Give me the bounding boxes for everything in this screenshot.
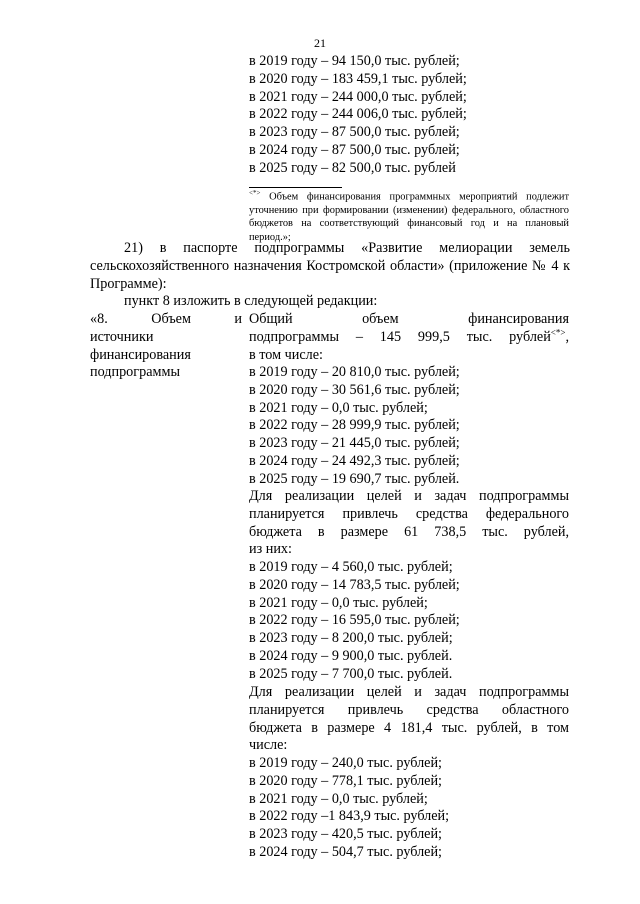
federal-by-year-list	[249, 559, 460, 684]
total-by-year-list	[249, 364, 460, 489]
list-item: в 2022 году – 28 999,9 тыс. рублей;	[249, 417, 460, 434]
page-number: 21	[314, 36, 326, 50]
list-item: в 2020 году – 183 459,1 тыс. рублей;	[249, 70, 467, 87]
list-item: в 2020 году – 14 783,5 тыс. рублей;	[249, 576, 460, 593]
list-item: в 2024 году – 24 492,3 тыс. рублей;	[249, 452, 460, 469]
text-line: планируется привлечь средства областного	[249, 701, 569, 718]
text-line: в том числе:	[249, 346, 323, 363]
label-line: «8. Объем и	[90, 311, 242, 327]
list-item: в 2019 году – 20 810,0 тыс. рублей;	[249, 364, 460, 380]
list-item: в 2021 году – 244 000,0 тыс. рублей;	[249, 88, 467, 105]
funding-by-year-list	[249, 53, 467, 178]
item-21-paragraph: 21) в паспорте подпрограммы «Развитие мелиорации земель сельскохозяйственного назначения Костромской области» (приложение № 4 к Программе):	[90, 240, 570, 292]
text-line: числе:	[249, 737, 288, 754]
label-line: финансирования	[90, 346, 191, 363]
text-line: планируется привлечь средства федерального	[249, 505, 569, 522]
text-line: бюджета в размере 61 738,5 тыс. рублей,	[249, 523, 569, 540]
footnote	[249, 187, 569, 244]
list-item: в 2020 году – 30 561,6 тыс. рублей;	[249, 381, 460, 398]
section-label	[90, 311, 242, 382]
text-line: Для реализации целей и задач подпрограммы	[249, 488, 569, 504]
list-item: в 2019 году – 240,0 тыс. рублей;	[249, 755, 442, 771]
list-item: в 2019 году – 94 150,0 тыс. рублей;	[249, 53, 460, 69]
list-item: в 2024 году – 87 500,0 тыс. рублей;	[249, 141, 460, 158]
list-item: в 2022 году – 16 595,0 тыс. рублей;	[249, 612, 460, 629]
list-item: в 2025 году – 19 690,7 тыс. рублей.	[249, 470, 460, 487]
label-line: источники	[90, 328, 154, 345]
list-item: в 2021 году – 0,0 тыс. рублей;	[249, 594, 428, 611]
list-item: в 2024 году – 504,7 тыс. рублей;	[249, 843, 442, 860]
list-item: в 2022 году –1 843,9 тыс. рублей;	[249, 808, 450, 825]
list-item: в 2023 году – 420,5 тыс. рублей;	[249, 826, 442, 843]
text-line: Для реализации целей и задач подпрограммы	[249, 684, 569, 700]
list-item: в 2020 году – 778,1 тыс. рублей;	[249, 772, 442, 789]
list-item: в 2023 году – 21 445,0 тыс. рублей;	[249, 435, 460, 452]
federal-funding-block	[249, 488, 569, 559]
list-item: в 2019 году – 4 560,0 тыс. рублей;	[249, 559, 453, 575]
list-item: в 2021 году – 0,0 тыс. рублей;	[249, 399, 428, 416]
text-line: из них:	[249, 541, 292, 558]
label-line: подпрограммы	[90, 364, 180, 381]
text-fragment: подпрограммы – 145 999,5 тыс. рублей	[249, 328, 551, 345]
text-line: Общий объем финансирования	[249, 311, 569, 327]
item-8-intro: пункт 8 изложить в следующей редакции:	[124, 293, 378, 309]
text-line	[249, 329, 569, 347]
footnote-mark: <*>	[550, 327, 566, 338]
text-line: бюджета в размере 4 181,4 тыс. рублей, в том	[249, 719, 569, 736]
list-item: в 2025 году – 82 500,0 тыс. рублей	[249, 159, 456, 176]
text-fragment: ,	[565, 328, 569, 345]
regional-by-year-list	[249, 755, 449, 862]
list-item: в 2024 году – 9 900,0 тыс. рублей.	[249, 647, 453, 664]
list-item: в 2023 году – 87 500,0 тыс. рублей;	[249, 124, 460, 141]
footnote-mark: <*>	[249, 189, 261, 197]
footnote-text: Объем финансирования программных мероприятий подлежит уточнению при формировании (изменении) федерального, областного бюджетов на соответствующий финансовый год и на плановый период.»;	[249, 191, 569, 243]
list-item: в 2023 году – 8 200,0 тыс. рублей;	[249, 630, 453, 647]
total-funding-block	[249, 311, 569, 364]
regional-funding-block	[249, 684, 569, 755]
list-item: в 2022 году – 244 006,0 тыс. рублей;	[249, 106, 467, 123]
list-item: в 2021 году – 0,0 тыс. рублей;	[249, 790, 428, 807]
list-item: в 2025 году – 7 700,0 тыс. рублей.	[249, 665, 453, 682]
